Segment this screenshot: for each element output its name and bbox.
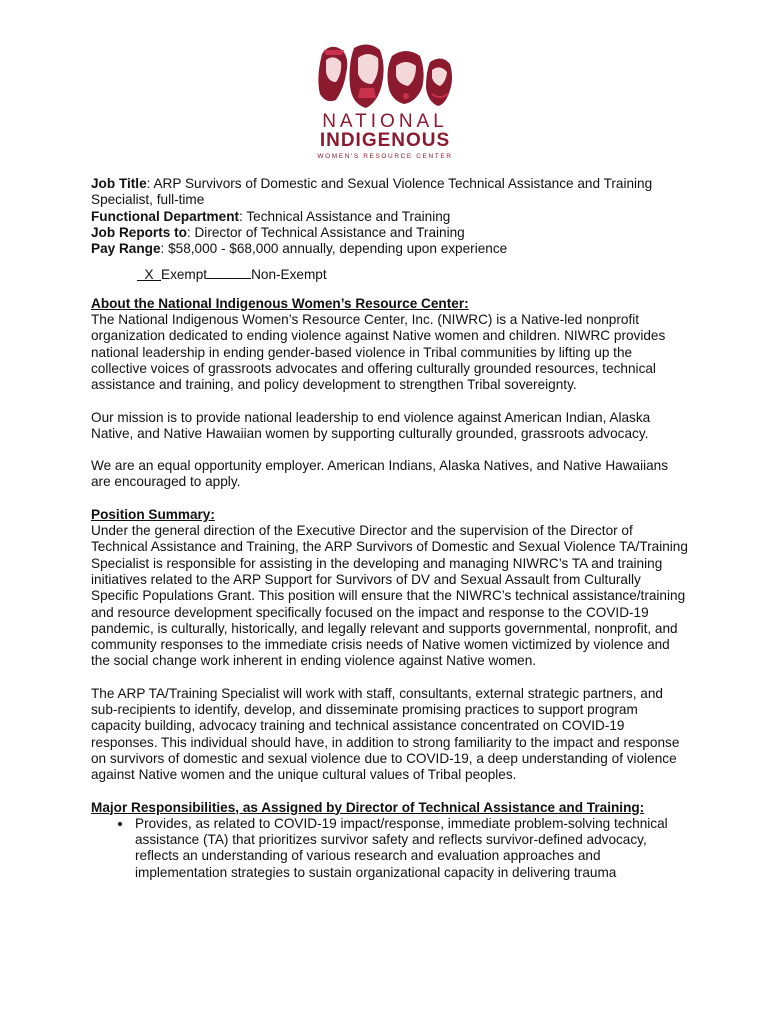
pay-range-line: Pay Range: $58,000 - $68,000 annually, depending upon experience [91,241,508,257]
job-title-label: Job Title [91,176,147,191]
reports-to-value: Director of Technical Assistance and Training [194,224,465,240]
reports-to-line: Job Reports to: Director of Technical Assistance and Training [91,224,465,240]
position-summary-heading: Position Summary: [91,506,215,522]
exempt-checkmark: X [137,267,161,281]
reports-to-label: Job Reports to [91,224,187,240]
list-item: • Provides, as related to COVID-19 impact/response, immediate problem-solving technical assistance (TA) that prioritizes survivor safety and reflects survivor-defined advocacy, reflects an understanding of various research and evaluation approaches and implementation strategies to sustain organizational capacity in delivering trauma [133,816,691,881]
nonexempt-blank [207,265,251,279]
exempt-label: Exempt [161,267,208,283]
logo-word-national: NATIONAL [322,111,448,132]
about-paragraph-3: We are an equal opportunity employer. American Indians, Alaska Natives, and Native Hawaiians are encouraged to apply. [91,458,669,490]
niwrc-logo [300,44,470,166]
job-posting-body [91,176,691,881]
department-line: Functional Department: Technical Assistance and Training [91,208,451,224]
about-paragraph-2: Our mission is to provide national leadership to end violence against American Indian, Alaska Native, and Native Hawaiian women by supporting culturally grounded, grassroots advocacy. [91,409,651,441]
job-title-line: Job Title: ARP Survivors of Domestic and Sexual Violence Technical Assistance and Training Specialist, full-time [91,176,653,208]
pay-range-value: $58,000 - $68,000 annually, depending upon experience [168,241,508,257]
logo-word-indigenous: INDIGENOUS [319,130,451,151]
job-title-value: ARP Survivors of Domestic and Sexual Violence Technical Assistance and Training Specialist, full-time [91,176,653,208]
logo-word-center: WOMEN'S RESOURCE CENTER [317,153,453,160]
department-label: Functional Department [91,208,240,224]
about-paragraph-1: The National Indigenous Women’s Resource Center, Inc. (NIWRC) is a Native-led nonprofit organization dedicated to ending violence against Native women and children. NIWRC provides national leadership in ending gender-based violence in Tribal communities by lifting up the collective voices of grassroots advocates and offering culturally grounded resources, technical assistance and training, and policy development to strengthen Tribal sovereignty. [91,312,666,393]
position-summary-paragraph-2: The ARP TA/Training Specialist will work with staff, consultants, external strategic partners, and sub-recipients to identify, develop, and disseminate promising practices to support program capacity building, advocacy training and technical assistance concentrated on COVID-19 responses. This individual should have, in addition to strong familiarity to the impact and response on survivors of domestic and sexual violence due to COVID-19, a deep understanding of violence against Native women and the unique cultural values of Tribal peoples. [91,685,680,783]
four-women-portrait-icon [316,44,456,110]
nonexempt-label: Non-Exempt [251,267,327,283]
position-summary-paragraph-1: Under the general direction of the Executive Director and the supervision of the Director of Technical Assistance and Training, the ARP Survivors of Domestic and Sexual Violence TA/Training Specialist is responsible for assisting in the developing and managing NIWRC’s TA and training initiatives related to the ARP Support for Survivors of DV and Sexual Assault from Culturally Specific Populations Grant. This position will ensure that the NIWRC’s technical assistance/training and resource development specifically focused on the impact and response to the COVID-19 pandemic, is culturally, historically, and legally relevant and supports governmental, nonprofit, and community responses to the immediate crisis needs of Native women victimized by violence and the social change work inherent in ending violence against Native women. [91,523,688,669]
about-heading: About the National Indigenous Women’s Resource Center: [91,295,469,311]
exempt-status-line [91,265,691,283]
pay-range-label: Pay Range [91,241,161,257]
department-value: Technical Assistance and Training [246,208,451,224]
responsibilities-list [91,816,691,881]
responsibilities-heading: Major Responsibilities, as Assigned by Director of Technical Assistance and Training: [91,799,645,815]
